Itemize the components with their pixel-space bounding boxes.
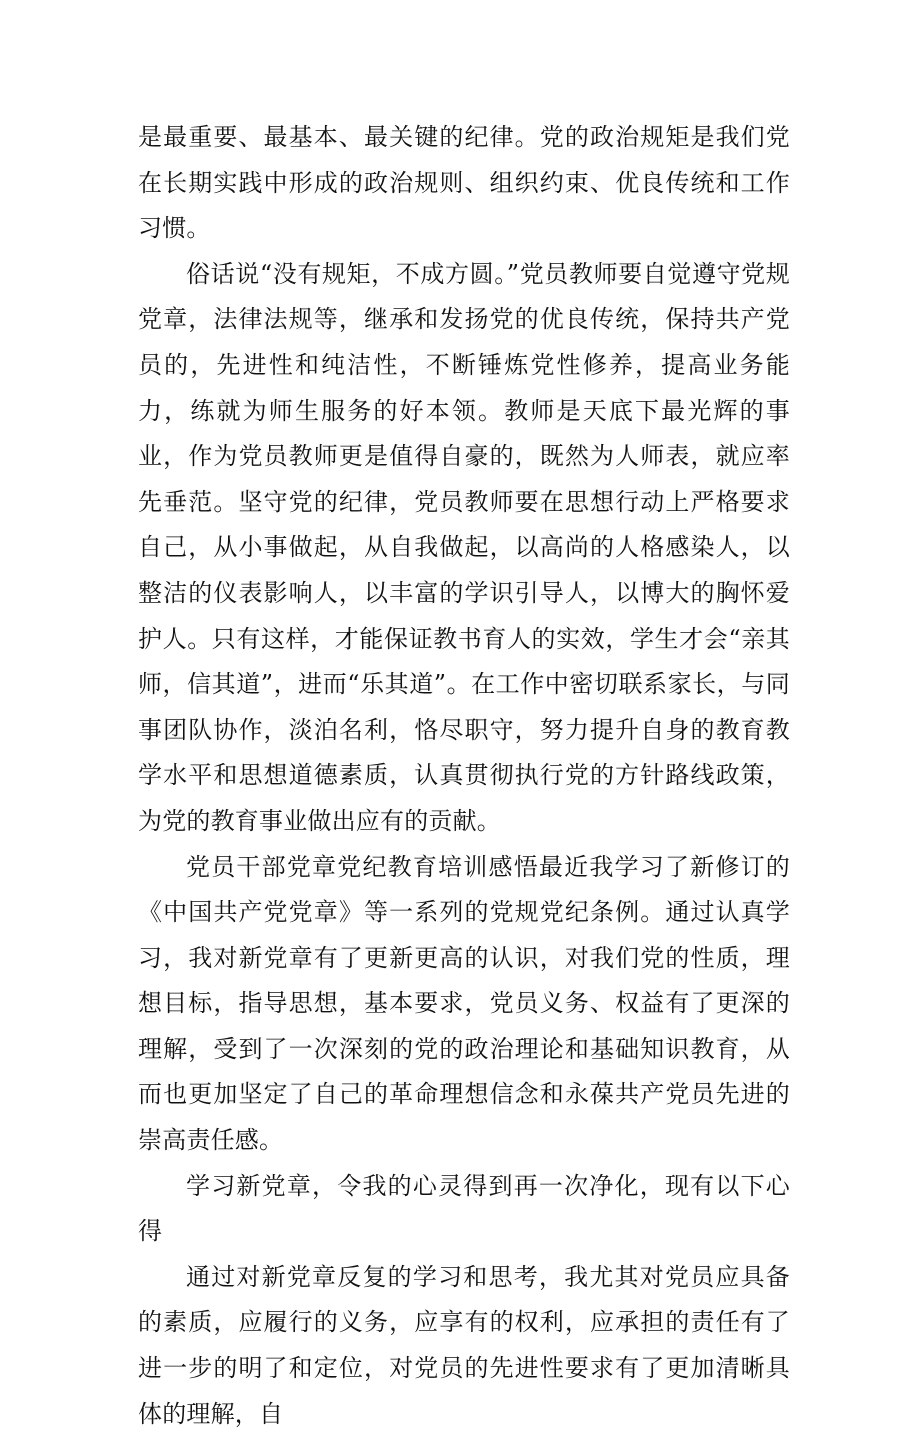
paragraph-5: 通过对新党章反复的学习和思考，我尤其对党员应具备的素质，应履行的义务，应享有的权利，应承担的责任有了进一步的明了和定位，对党员的先进性要求有了更加清晰具体的理解，自 bbox=[138, 1262, 790, 1428]
paragraph-4: 学习新党章，令我的心灵得到再一次净化，现有以下心得 bbox=[138, 1171, 790, 1246]
paragraph-3: 党员干部党章党纪教育培训感悟最近我学习了新修订的《中国共产党党章》等一系列的党规党纪条例。通过认真学习，我对新党章有了更新更高的认识，对我们党的性质，理想目标，指导思想，基本要求，党员义务、权益有了更深的理解，受到了一次深刻的党的政治理论和基础知识教育，从而也更加坚定了自己的革命理想信念和永葆共产党员先进的崇高责任感。 bbox=[138, 852, 790, 1155]
document-body bbox=[138, 115, 790, 1437]
paragraph-1: 是最重要、最基本、最关键的纪律。党的政治规矩是我们党在长期实践中形成的政治规则、组织约束、优良传统和工作习惯。 bbox=[138, 123, 790, 243]
paragraph-2: 俗话说“没有规矩，不成方圆。”党员教师要自觉遵守党规党章，法律法规等，继承和发扬党的优良传统，保持共产党员的，先进性和纯洁性，不断锤炼党性修养，提高业务能力，练就为师生服务的好本领。教师是天底下最光辉的事业，作为党员教师更是值得自豪的，既然为人师表，就应率先垂范。坚守党的纪律，党员教师要在思想行动上严格要求自己，从小事做起，从自我做起，以高尚的人格感染人，以整洁的仪表影响人，以丰富的学识引导人，以博大的胸怀爱护人。只有这样，才能保证教书育人的实效，学生才会“亲其师，信其道”，进而“乐其道”。在工作中密切联系家长，与同事团队协作，淡泊名利，恪尽职守，努力提升自身的教育教学水平和思想道德素质，认真贯彻执行党的方针路线政策，为党的教育事业做出应有的贡献。 bbox=[138, 259, 790, 835]
